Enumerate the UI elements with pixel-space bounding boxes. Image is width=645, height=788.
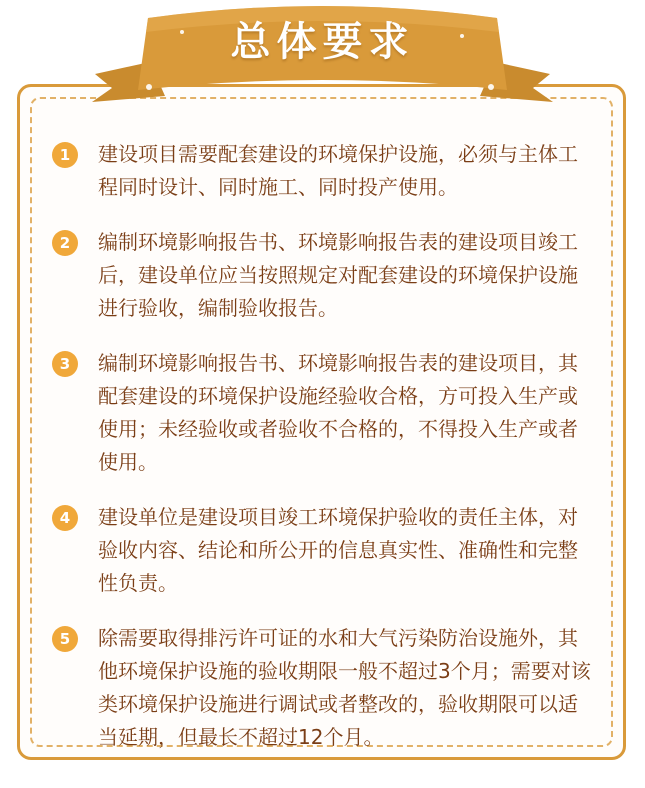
number-badge: 2 [52,230,78,256]
list-item [52,622,597,754]
sparkle-decoration [488,84,494,90]
list-item [52,226,597,325]
number-badge: 5 [52,626,78,652]
title-ribbon [0,0,645,120]
requirement-text: 建设项目需要配套建设的环境保护设施，必须与主体工程同时设计、同时施工、同时投产使用。 [98,142,578,199]
number-badge: 4 [52,505,78,531]
requirement-text: 除需要取得排污许可证的水和大气污染防治设施外，其他环境保护设施的验收期限一般不超过3个月；需要对该类环境保护设施进行调试或者整改的，验收期限可以适当延期，但最长不超过12个月。 [98,626,591,749]
requirement-text: 建设单位是建设项目竣工环境保护验收的责任主体，对验收内容、结论和所公开的信息真实性、准确性和完整性负责。 [98,505,578,595]
page-title: 总体要求 [230,19,415,65]
number-badge: 1 [52,142,78,168]
list-item [52,501,597,600]
list-item [52,138,597,204]
requirement-text: 编制环境影响报告书、环境影响报告表的建设项目，其配套建设的环境保护设施经验收合格，方可投入生产或使用；未经验收或者验收不合格的，不得投入生产或者使用。 [98,351,578,474]
list-item [52,347,597,479]
requirements-list [52,138,597,776]
sparkle-decoration [146,84,152,90]
requirement-text: 编制环境影响报告书、环境影响报告表的建设项目竣工后，建设单位应当按照规定对配套建设的环境保护设施进行验收，编制验收报告。 [98,230,578,320]
number-badge: 3 [52,351,78,377]
